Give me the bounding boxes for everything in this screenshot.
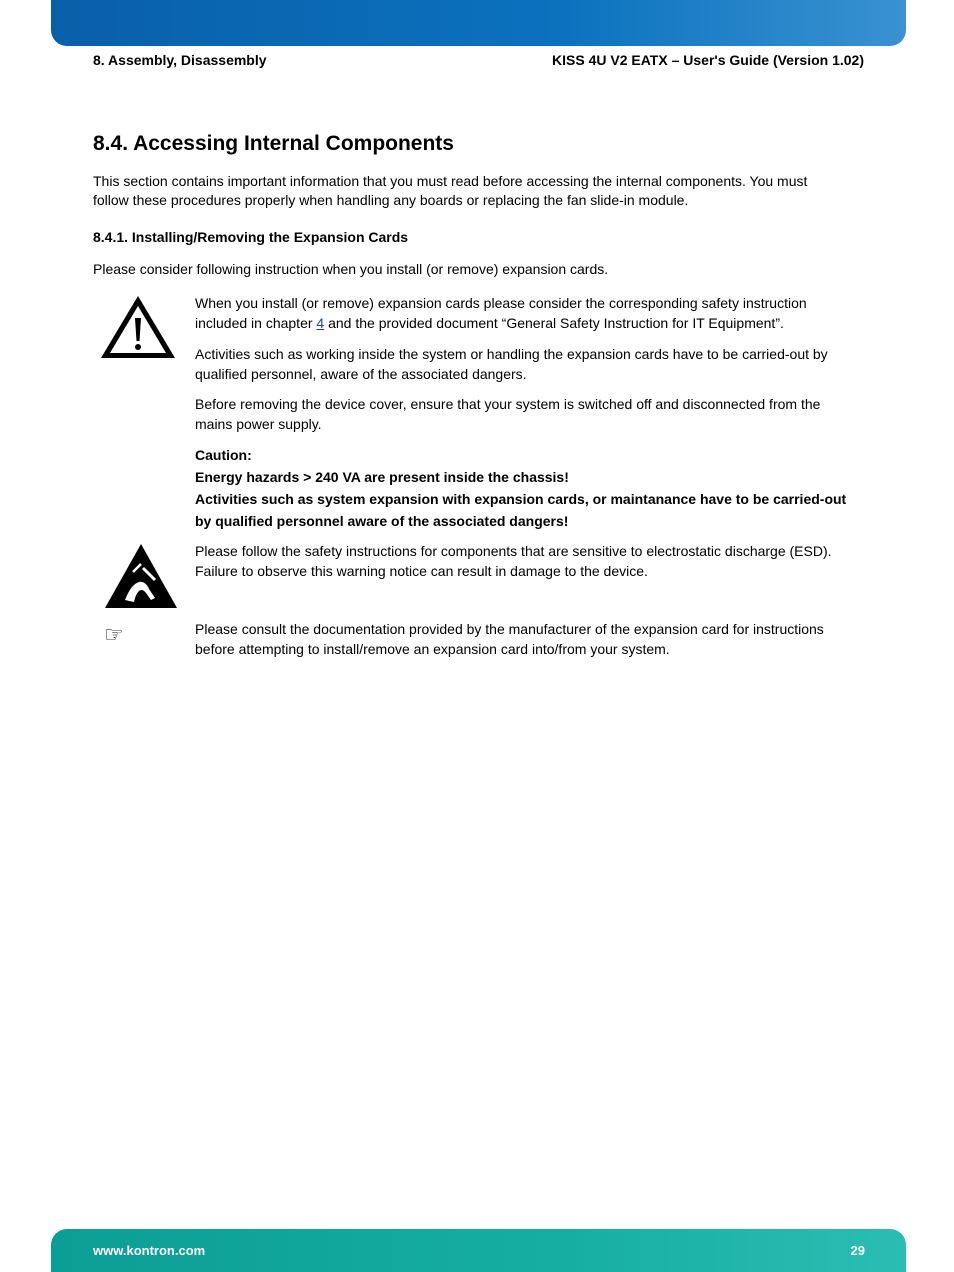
page-number: 29 <box>850 1243 865 1258</box>
warning-paragraph-1 <box>195 293 860 333</box>
header-title: KISS 4U V2 EATX – User's Guide (Version 1.02) <box>552 52 864 68</box>
warning-text-after: and the provided document “General Safety Instruction for IT Equipment”. <box>324 315 784 331</box>
esd-paragraph: Please follow the safety instructions for components that are sensitive to electrostatic discharge (ESD). Failure to observe this warning notice can result in damage to the device. <box>195 543 832 579</box>
pointing-hand-icon: ☞ <box>104 622 124 647</box>
caution-block <box>195 444 860 532</box>
subsection-intro: Please consider following instruction when you install (or remove) expansion cards. <box>93 261 609 277</box>
caution-line-1: Energy hazards > 240 VA are present inside the chassis! <box>195 469 569 485</box>
warning-paragraph-3: Before removing the device cover, ensure that your system is switched off and disconnected from the mains power supply. <box>195 396 821 432</box>
section-heading: 8.4. Accessing Internal Components <box>93 132 454 155</box>
warning-paragraph-2: Activities such as working inside the system or handling the expansion cards have to be carried-out by qualified personnel, aware of the associated dangers. <box>195 346 828 382</box>
chapter-link[interactable]: 4 <box>316 315 325 331</box>
warning-text-before: When you install (or remove) expansion cards please consider the corresponding safety instruction included in chapter <box>195 295 807 331</box>
caution-label: Caution: <box>195 447 252 463</box>
warning-triangle-icon <box>99 294 177 360</box>
subsection-heading: 8.4.1. Installing/Removing the Expansion Cards <box>93 229 409 245</box>
footer-url[interactable]: www.kontron.com <box>93 1243 206 1258</box>
header-bar <box>51 0 906 46</box>
esd-warning-icon <box>103 542 179 610</box>
section-intro: This section contains important information that you must read before accessing the internal components. You must follow these procedures properly when handling any boards or replacing the fan slide-in module. <box>93 173 808 208</box>
note-paragraph: Please consult the documentation provided by the manufacturer of the expansion card for instructions before attempting to install/remove an expansion card into/from your system. <box>195 621 824 657</box>
caution-line-2: Activities such as system expansion with expansion cards, or maintanance have to be carried-out by qualified personnel aware of the associated dangers! <box>195 491 847 529</box>
header-section: 8. Assembly, Disassembly <box>93 52 267 68</box>
